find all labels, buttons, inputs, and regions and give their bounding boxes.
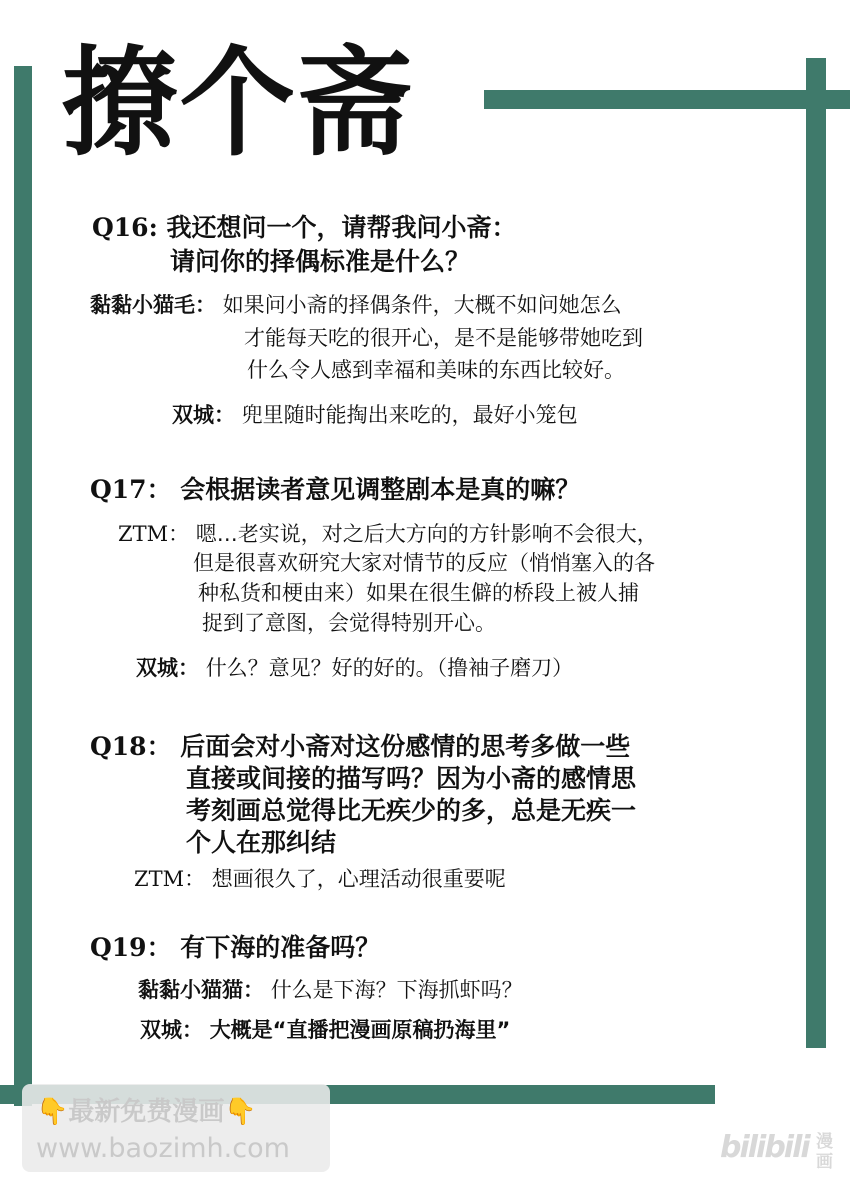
q17-a2-line1: 什么？意见？好的好的。（撸袖子磨刀） — [205, 656, 574, 680]
q18-line4: 个人在那纠结 — [186, 828, 337, 857]
q18-line3: 考刻画总觉得比无疾少的多，总是无疾一 — [186, 796, 637, 825]
q17-a1-line3: 种私货和梗由来）如果在很生僻的桥段上被人捕 — [198, 581, 639, 605]
q16-a1-line1: 如果问小斋的择偶条件，大概不如问她怎么 — [222, 293, 622, 317]
q19-answer1 — [138, 975, 523, 1005]
q19-line1: 有下海的准备吗？ — [180, 933, 381, 962]
logo-side-text: 漫画 — [816, 1132, 833, 1172]
q18-line2: 直接或间接的描写吗？因为小斋的感情思 — [186, 764, 637, 793]
q16-label: Q16: — [92, 213, 158, 242]
logo-text: bilibili — [720, 1130, 809, 1165]
watermark-line1 — [36, 1094, 257, 1130]
q17-answer2 — [136, 653, 573, 683]
hand-pointing-down-icon: 👇 — [224, 1097, 257, 1127]
q19-a1-line1: 什么是下海？下海抓虾吗？ — [270, 978, 523, 1002]
bilibili-comics-logo — [720, 1130, 838, 1180]
q16-line1: 我还想问一个，请帮我问小斋： — [166, 213, 517, 242]
q19-a2-line1: 大概是“直播把漫画原稿扔海里” — [209, 1018, 511, 1042]
q16-answer2 — [172, 400, 578, 430]
q16-a1-speaker: 黏黏小猫毛： — [90, 293, 216, 317]
q17-question — [90, 474, 580, 506]
q16-question — [92, 212, 517, 244]
q19-question — [90, 932, 380, 964]
frame-bar-right — [806, 58, 826, 1048]
watermark-line1-text: 最新免费漫画 — [68, 1097, 225, 1127]
frame-bar-left — [14, 66, 32, 1106]
q16-a2-speaker: 双城： — [172, 403, 235, 427]
q18-answer1 — [134, 864, 506, 894]
watermark-url[interactable]: www.baozimh.com — [36, 1133, 290, 1164]
q17-answer1 — [118, 519, 658, 549]
q17-a1-line4: 捉到了意图，会觉得特别开心。 — [202, 611, 496, 635]
page-title: 撩个斋 — [62, 34, 415, 172]
hand-pointing-down-icon: 👇 — [36, 1097, 69, 1127]
q16-line2: 请问你的择偶标准是什么？ — [170, 247, 471, 276]
q17-label: Q17： — [90, 475, 172, 504]
q17-a2-speaker: 双城： — [136, 656, 199, 680]
q17-a1-line1: 嗯…老实说，对之后大方向的方针影响不会很大， — [195, 522, 658, 546]
q18-question — [90, 731, 630, 763]
q17-a1-line2: 但是很喜欢研究大家对情节的反应（悄悄塞入的各 — [193, 551, 655, 575]
q18-line1: 后面会对小斋对这份感情的思考多做一些 — [180, 732, 631, 761]
q18-label: Q18： — [90, 732, 172, 761]
q19-a2-speaker: 双城： — [140, 1018, 203, 1042]
q17-a1-speaker: ZTM： — [118, 522, 190, 546]
q16-a1-line2: 才能每天吃的很开心，是不是能够带她吃到 — [244, 326, 643, 350]
q16-a1-line3: 什么令人感到幸福和美味的东西比较好。 — [247, 358, 625, 382]
q19-a1-speaker: 黏黏小猫猫： — [138, 978, 264, 1002]
q18-a1-speaker: ZTM： — [134, 867, 206, 891]
q16-a2-line1: 兜里随时能掏出来吃的，最好小笼包 — [241, 403, 578, 427]
q16-answer1 — [90, 290, 622, 320]
q19-label: Q19： — [90, 933, 172, 962]
q18-a1-line1: 想画很久了，心理活动很重要呢 — [211, 867, 506, 891]
q19-answer2 — [140, 1015, 510, 1045]
q17-line1: 会根据读者意见调整剧本是真的嘛？ — [180, 475, 581, 504]
frame-bar-top — [484, 90, 850, 109]
